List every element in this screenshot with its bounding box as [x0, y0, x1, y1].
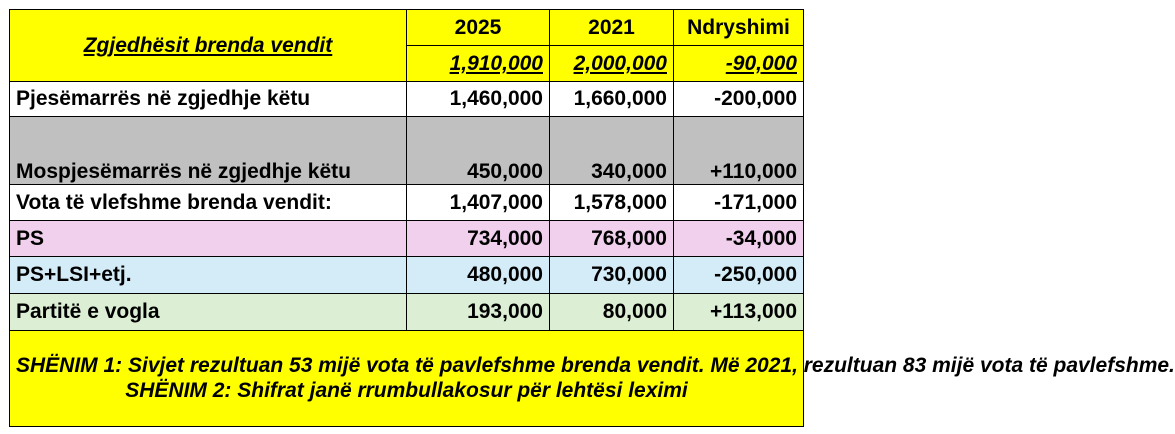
row-value-2021: 768,000	[550, 220, 674, 257]
row-value-2025: 1,407,000	[407, 184, 550, 220]
row-value-2021: 80,000	[550, 293, 674, 330]
row-change: -34,000	[674, 220, 804, 257]
row-label: Partitë e vogla	[10, 293, 407, 330]
table-row	[10, 220, 804, 257]
row-value-2021: 340,000	[550, 116, 674, 184]
table-row	[10, 257, 804, 294]
row-label: Mospjesëmarrës në zgjedhje këtu	[10, 116, 407, 184]
row-change: -171,000	[674, 184, 804, 220]
table-row	[10, 116, 804, 184]
row-value-2021: 1,578,000	[550, 184, 674, 220]
table-row	[10, 82, 804, 117]
table-row	[10, 293, 804, 330]
row-label: Vota të vlefshme brenda vendit:	[10, 184, 407, 220]
note-2: SHËNIM 2: Shifrat janë rrumbullakosur për lehtësi leximi	[125, 379, 688, 403]
table-title: Zgjedhësit brenda vendit	[10, 10, 407, 82]
row-value-2025: 480,000	[407, 257, 550, 294]
header-change: Ndryshimi	[674, 10, 804, 46]
note-1: SHËNIM 1: Sivjet rezultuan 53 mijë vota të pavlefshme brenda vendit. Më 2021, rezultuan 83 mijë vota të pavlefshme.	[16, 354, 1175, 378]
row-label: PS	[10, 220, 407, 257]
row-value-2021: 1,660,000	[550, 82, 674, 117]
row-change: +113,000	[674, 293, 804, 330]
row-value-2025: 193,000	[407, 293, 550, 330]
header-2025: 2025	[407, 10, 550, 46]
row-change: +110,000	[674, 116, 804, 184]
row-label: PS+LSI+etj.	[10, 257, 407, 294]
notes-cell	[10, 330, 1175, 427]
election-table	[9, 9, 1175, 427]
header-2021: 2021	[550, 10, 674, 46]
table-row	[10, 184, 804, 220]
notes-row	[10, 330, 804, 427]
row-value-2025: 734,000	[407, 220, 550, 257]
row-value-2025: 1,460,000	[407, 82, 550, 117]
header-row	[10, 10, 804, 46]
row-change: -200,000	[674, 82, 804, 117]
row-change: -250,000	[674, 257, 804, 294]
total-2025: 1,910,000	[407, 45, 550, 82]
row-value-2025: 450,000	[407, 116, 550, 184]
total-change: -90,000	[674, 45, 804, 82]
row-label: Pjesëmarrës në zgjedhje këtu	[10, 82, 407, 117]
total-2021: 2,000,000	[550, 45, 674, 82]
row-value-2021: 730,000	[550, 257, 674, 294]
